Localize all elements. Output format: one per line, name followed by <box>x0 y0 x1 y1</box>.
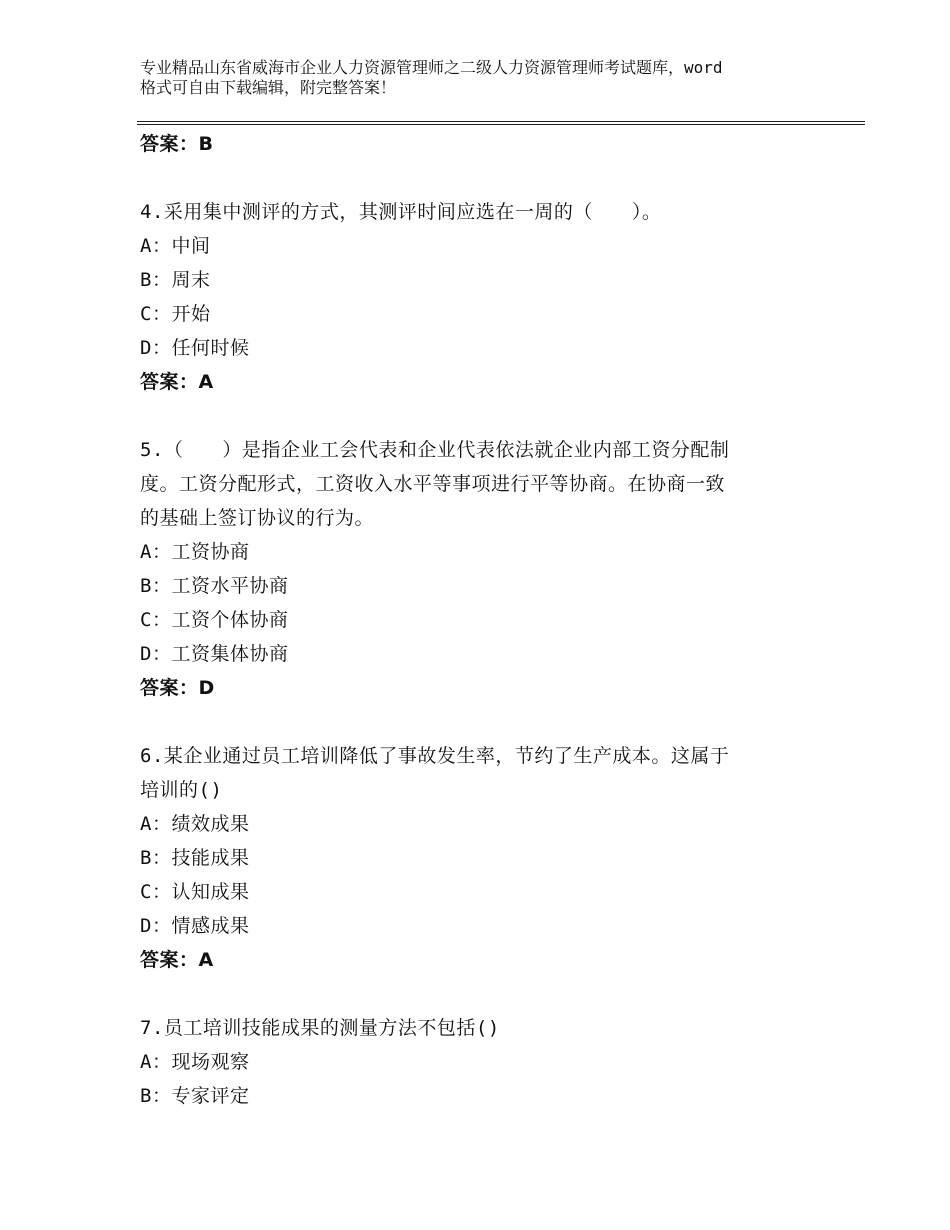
document-header <box>140 58 830 98</box>
question-stem-line-2: 度。工资分配形式，工资收入水平等事项进行平等协商。在协商一致 <box>140 473 726 495</box>
option-d: D：情感成果 <box>140 915 250 937</box>
question-stem-line-2: 培训的() <box>140 779 223 801</box>
question-4 <box>140 195 820 399</box>
question-list <box>140 127 820 1113</box>
option-a: A：工资协商 <box>140 541 250 563</box>
option-c: C：认知成果 <box>140 881 250 903</box>
option-b: B：工资水平协商 <box>140 575 289 597</box>
option-b: B：周末 <box>140 269 211 291</box>
option-c: C：开始 <box>140 303 211 325</box>
header-line-2: 格式可自由下载编辑，附完整答案！ <box>140 78 397 97</box>
question-stem: 4.采用集中测评的方式，其测评时间应选在一周的（ ）。 <box>140 201 662 223</box>
question-stem: 7.员工培训技能成果的测量方法不包括() <box>140 1017 500 1039</box>
question-7 <box>140 1011 820 1113</box>
question-stem-line-1: 5.（ ）是指企业工会代表和企业代表依法就企业内部工资分配制 <box>140 439 730 461</box>
question-stem-line-1: 6.某企业通过员工培训降低了事故发生率，节约了生产成本。这属于 <box>140 745 730 767</box>
question-6 <box>140 739 820 977</box>
previous-answer: 答案：B <box>140 133 214 155</box>
option-b: B：技能成果 <box>140 847 250 869</box>
option-c: C：工资个体协商 <box>140 609 289 631</box>
question-5 <box>140 433 820 705</box>
option-d: D：工资集体协商 <box>140 643 289 665</box>
header-divider <box>137 121 865 125</box>
header-line-1: 专业精品山东省威海市企业人力资源管理师之二级人力资源管理师考试题库，word <box>140 58 723 77</box>
question-answer: 答案：A <box>140 949 214 971</box>
option-d: D：任何时候 <box>140 337 250 359</box>
option-b: B：专家评定 <box>140 1085 250 1107</box>
option-a: A：现场观察 <box>140 1051 250 1073</box>
question-answer: 答案：A <box>140 371 214 393</box>
question-answer: 答案：D <box>140 677 215 699</box>
option-a: A：绩效成果 <box>140 813 250 835</box>
question-stem-line-3: 的基础上签订协议的行为。 <box>140 507 375 529</box>
option-a: A：中间 <box>140 235 211 257</box>
